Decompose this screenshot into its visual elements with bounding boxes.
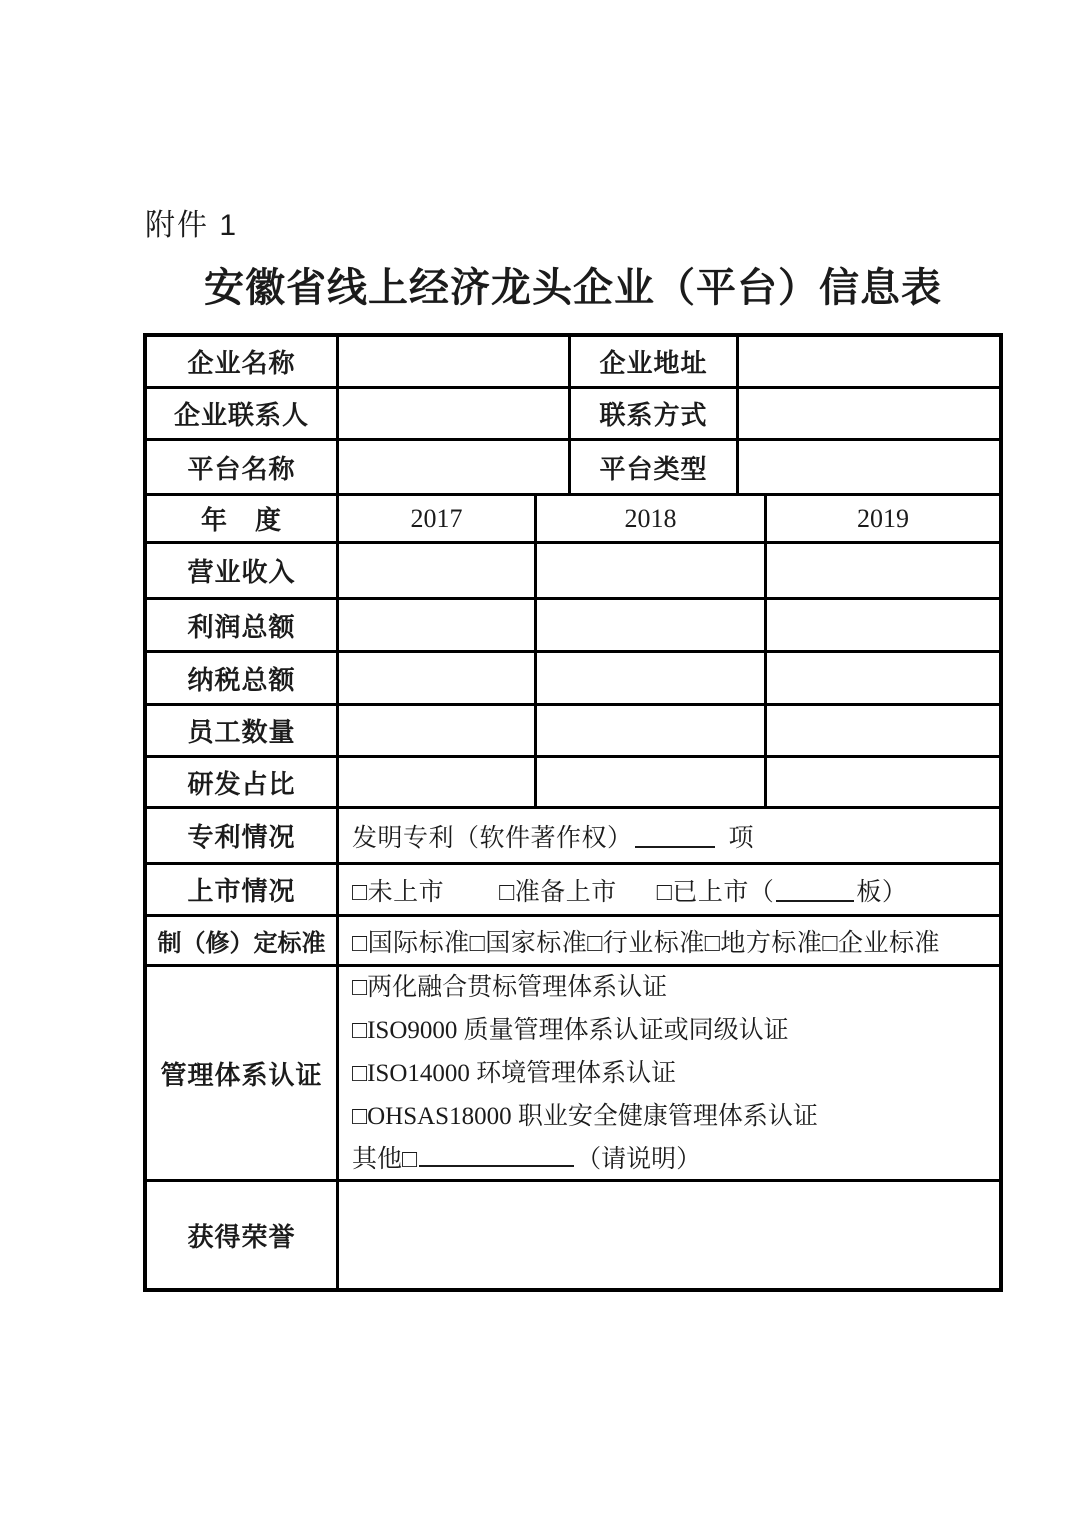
year-header-row: [147, 496, 999, 544]
standards-label: 制（修）定标准: [147, 917, 339, 964]
metric-value-rd-2019: [767, 758, 999, 806]
checkbox-option-listed-prefix: □已上市（: [656, 878, 775, 906]
metric-value-revenue-2019: [767, 544, 999, 597]
metric-row-tax: [147, 653, 999, 706]
metric-label-profit: 利润总额: [147, 600, 339, 650]
field-value-contact-method: [739, 389, 999, 438]
metric-value-revenue-2018: [537, 544, 767, 597]
checkbox-option-ohsas18000: □OHSAS18000 职业安全健康管理体系认证: [352, 1102, 818, 1130]
field-label-company-address: 企业地址: [571, 337, 739, 386]
patent-count-blank-line: [635, 824, 715, 848]
patent-label: 专利情况: [147, 809, 339, 862]
metric-row-rd-ratio: [147, 758, 999, 809]
honor-row: [147, 1182, 999, 1288]
field-label-platform-name: 平台名称: [147, 441, 339, 493]
field-label-company-name: 企业名称: [147, 337, 339, 386]
listing-label: 上市情况: [147, 865, 339, 914]
listing-board-blank-line: [776, 878, 854, 902]
certification-other-suffix: （请说明）: [576, 1145, 702, 1173]
standards-options: □国际标准□国家标准□行业标准□地方标准□企业标准: [352, 929, 941, 957]
checkbox-option-iso9000: □ISO9000 质量管理体系认证或同级认证: [352, 1016, 789, 1044]
year-2019: 2019: [857, 503, 909, 533]
patent-text-suffix: 项: [728, 824, 755, 852]
listing-row: [147, 865, 999, 917]
page-title: 安徽省线上经济龙头企业（平台）信息表: [204, 265, 942, 310]
certification-other-prefix: 其他□: [352, 1145, 418, 1173]
metric-value-profit-2017: [339, 600, 537, 650]
certification-row: [147, 967, 999, 1182]
metric-label-tax: 纳税总额: [147, 653, 339, 703]
form-table: [143, 333, 1003, 1292]
field-value-contact-person: [339, 389, 571, 438]
info-row-company-name: [147, 337, 999, 389]
metric-value-employees-2017: [339, 706, 537, 755]
info-row-contact-person: [147, 389, 999, 441]
info-row-platform-name: [147, 441, 999, 496]
metric-value-tax-2019: [767, 653, 999, 703]
year-header-label: 年 度: [147, 496, 339, 541]
metric-row-employees: [147, 706, 999, 758]
checkbox-option-iso14000: □ISO14000 环境管理体系认证: [352, 1059, 677, 1087]
field-value-company-address: [739, 337, 999, 386]
field-label-platform-type: 平台类型: [571, 441, 739, 493]
checkbox-option-integration-cert: □两化融合贯标管理体系认证: [352, 973, 668, 1001]
metric-value-employees-2019: [767, 706, 999, 755]
certification-content: [339, 967, 999, 1179]
year-2018: 2018: [537, 496, 767, 541]
listing-content: [339, 865, 999, 914]
certification-label: 管理体系认证: [147, 967, 339, 1179]
metric-label-revenue: 营业收入: [147, 544, 339, 597]
certification-other-blank-line: [419, 1143, 574, 1167]
metric-row-profit: [147, 600, 999, 653]
field-value-company-name: [339, 337, 571, 386]
metric-label-employees: 员工数量: [147, 706, 339, 755]
field-value-platform-type: [739, 441, 999, 493]
metric-value-rd-2018: [537, 758, 767, 806]
patent-row: [147, 809, 999, 865]
metric-row-revenue: [147, 544, 999, 600]
honor-label: 获得荣誉: [147, 1182, 339, 1288]
metric-value-profit-2018: [537, 600, 767, 650]
metric-value-rd-2017: [339, 758, 537, 806]
metric-value-revenue-2017: [339, 544, 537, 597]
checkbox-option-not-listed: □未上市: [352, 878, 445, 906]
metric-value-employees-2018: [537, 706, 767, 755]
patent-text-prefix: 发明专利（软件著作权）: [352, 824, 633, 852]
patent-content: [339, 809, 999, 862]
attachment-label: 附件 1: [145, 209, 239, 242]
field-label-contact-method: 联系方式: [571, 389, 739, 438]
field-value-platform-name: [339, 441, 571, 493]
standards-row: [147, 917, 999, 967]
metric-value-tax-2017: [339, 653, 537, 703]
checkbox-option-preparing: □准备上市: [499, 878, 617, 906]
year-2017: 2017: [339, 496, 537, 541]
honor-value: [339, 1182, 999, 1288]
metric-value-profit-2019: [767, 600, 999, 650]
certification-other-line: [352, 1138, 701, 1180]
metric-label-rd-ratio: 研发占比: [147, 758, 339, 806]
checkbox-option-listed-suffix: 板）: [856, 878, 908, 906]
field-label-contact-person: 企业联系人: [147, 389, 339, 438]
metric-value-tax-2018: [537, 653, 767, 703]
